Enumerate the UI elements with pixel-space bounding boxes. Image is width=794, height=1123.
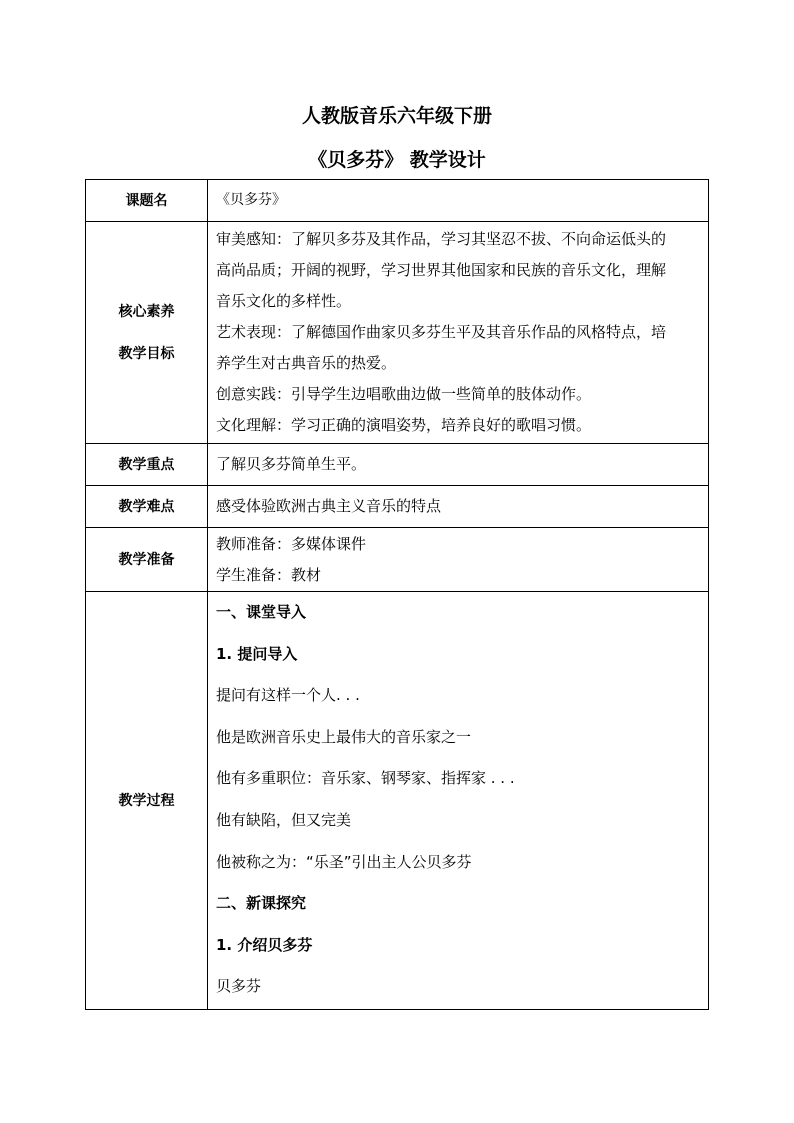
process-line: 他被称之为：“乐圣”引出主人公贝多芬 (216, 852, 472, 871)
process-content (208, 592, 709, 1010)
process-label: 教学过程 (86, 592, 208, 1010)
goal-line: 文化理解：学习正确的演唱姿势，培养良好的歌唱习惯。 (216, 416, 592, 434)
process-line: 他是欧洲音乐史上最伟大的音乐家之一 (216, 727, 472, 746)
goals-label-line2: 教学目标 (118, 345, 175, 362)
key-point-label: 教学重点 (86, 444, 208, 486)
key-point-value: 了解贝多芬简单生平。 (208, 444, 709, 486)
process-line: 提问有这样一个人. . . (216, 686, 360, 705)
table-row-key-point (86, 444, 709, 486)
process-subheading: 1. 介绍贝多芬 (216, 935, 313, 954)
goal-line: 音乐文化的多样性。 (216, 292, 352, 310)
goals-label (86, 222, 208, 444)
goals-label-line1: 核心素养 (118, 303, 175, 320)
process-section-heading: 二、新课探究 (216, 894, 307, 913)
process-line: 他有多重职位：音乐家、钢琴家、指挥家 . . . (216, 769, 515, 788)
goal-line: 艺术表现：了解德国作曲家贝多芬生平及其音乐作品的风格特点，培 (216, 323, 667, 341)
table-row-goals (86, 222, 709, 444)
preparation-content (208, 528, 709, 592)
table-row-process (86, 592, 709, 1010)
goal-line: 高尚品质；开阔的视野，学习世界其他国家和民族的音乐文化，理解 (216, 261, 667, 279)
process-section-heading: 一、课堂导入 (216, 603, 307, 621)
goal-line: 养学生对古典音乐的热爱。 (216, 354, 397, 372)
preparation-label: 教学准备 (86, 528, 208, 592)
process-line: 贝多芬 (216, 977, 262, 996)
goal-line: 创意实践：引导学生边唱歌曲边做一些简单的肢体动作。 (216, 385, 592, 403)
topic-value: 《贝多芬》 (208, 180, 709, 222)
table-row-difficulty (86, 486, 709, 528)
topic-label: 课题名 (86, 180, 208, 222)
lesson-plan-table (85, 179, 709, 1010)
difficulty-label: 教学难点 (86, 486, 208, 528)
table-row-preparation (86, 528, 709, 592)
preparation-line: 教师准备：多媒体课件 (216, 534, 367, 553)
process-line: 他有缺陷，但又完美 (216, 810, 352, 829)
document-title: 人教版音乐六年级下册 (301, 105, 492, 127)
goals-content (208, 222, 709, 444)
difficulty-value: 感受体验欧洲古典主义音乐的特点 (208, 486, 709, 528)
process-subheading: 1. 提问导入 (216, 644, 298, 663)
table-row-topic (86, 180, 709, 222)
preparation-line: 学生准备：教材 (216, 565, 322, 584)
document-subtitle: 《贝多芬》 教学设计 (308, 149, 486, 171)
goal-line: 审美感知：了解贝多芬及其作品，学习其坚忍不拔、不向命运低头的 (216, 230, 667, 248)
